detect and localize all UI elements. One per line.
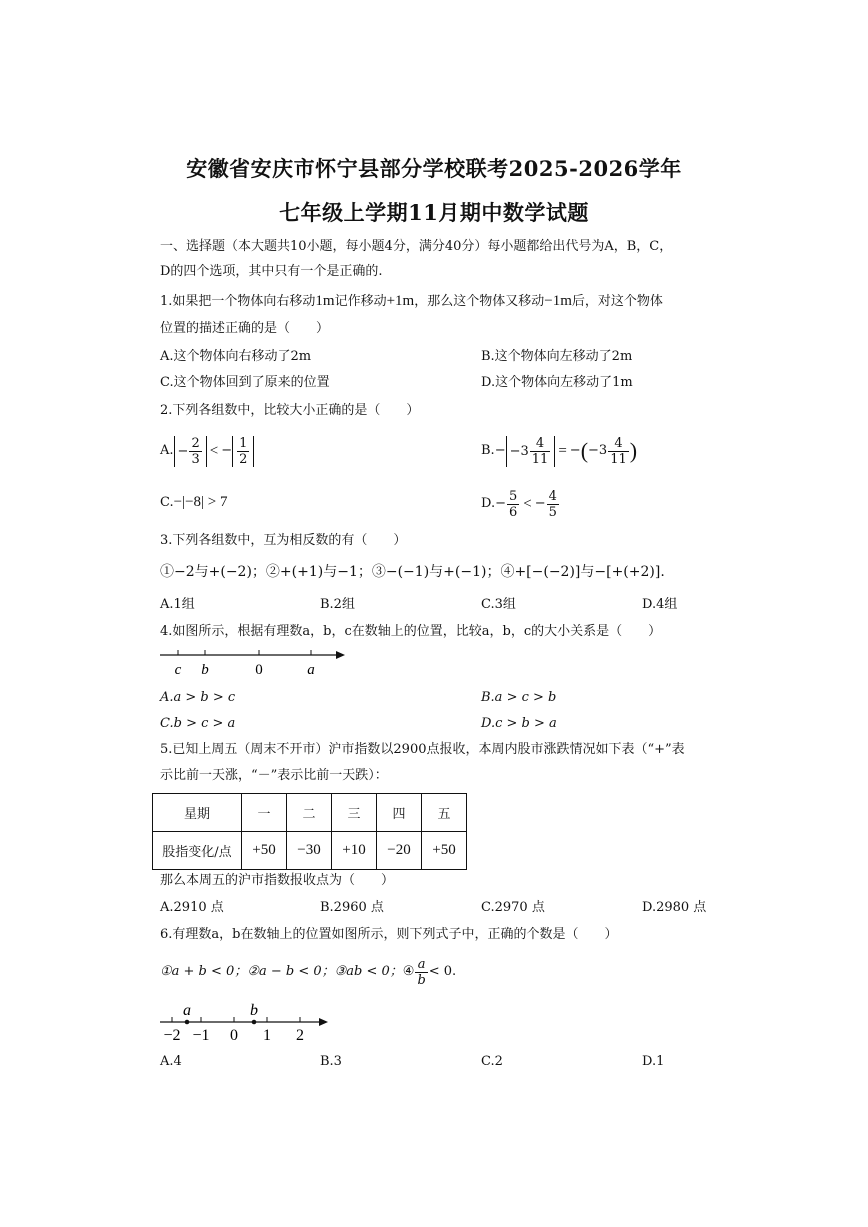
q3-option-a[interactable]: A.1组 bbox=[160, 597, 195, 612]
q3-option-c[interactable]: C.3组 bbox=[481, 597, 516, 612]
q4-label-c: c bbox=[174, 662, 182, 678]
q4-axis-arrow bbox=[336, 651, 345, 659]
q5-row-cell-4: −20 bbox=[377, 832, 422, 870]
q5-option-c[interactable]: C.2970 点 bbox=[481, 900, 545, 915]
q1-option-a[interactable]: A.这个物体向右移动了2m bbox=[160, 349, 312, 364]
q2-b-label: B. bbox=[481, 443, 495, 458]
section-instruction-line-2: D的四个选项，其中只有一个是正确的. bbox=[160, 264, 383, 279]
q6-option-b[interactable]: B.3 bbox=[320, 1054, 342, 1069]
q5-row-cell-3: +10 bbox=[332, 832, 377, 870]
q2-option-d[interactable]: D. − $\frac{5}{6}$ < − $\frac{4}{5}$ bbox=[481, 488, 557, 520]
q5-header-cell-4: 四 bbox=[377, 794, 422, 832]
q1-text-d: 后，对这个物体 bbox=[571, 294, 663, 309]
q1-stem-line-1 bbox=[160, 292, 663, 311]
q1-m3: −1m bbox=[544, 293, 572, 309]
q4-number-line bbox=[155, 645, 355, 679]
q4-label-a: a bbox=[307, 662, 315, 678]
q6-expr-4-frac: $\frac{a}{b}$ bbox=[417, 956, 426, 988]
q5-question: 那么本周五的沪市指数报收点为（ ） bbox=[160, 873, 395, 888]
q2-option-a[interactable]: A. − $\frac{2}{3}$ < − $\frac{1}{2}$ bbox=[160, 430, 254, 472]
q1-stem-line-2: 位置的描述正确的是（ ） bbox=[160, 321, 330, 336]
q6-axis-arrow bbox=[319, 1018, 328, 1026]
q6-axis-label-2: 2 bbox=[296, 1027, 304, 1044]
q6-number-line bbox=[155, 1000, 335, 1046]
q1-option-d[interactable]: D.这个物体向左移动了1m bbox=[481, 375, 633, 390]
q6-point-a bbox=[185, 1020, 190, 1025]
q6-point-label-a: a bbox=[183, 1002, 191, 1019]
q1-text-c: ，那么这个物体又移动 bbox=[414, 294, 545, 309]
q1-option-b[interactable]: B.这个物体向左移动了2m bbox=[481, 349, 633, 364]
q6-option-a[interactable]: A.4 bbox=[160, 1054, 182, 1069]
q5-option-d[interactable]: D.2980 点 bbox=[642, 900, 707, 915]
q1-text-b: 记作移动 bbox=[334, 294, 387, 309]
title-line-2: 七年级上学期11月期中数学试题 bbox=[279, 200, 589, 225]
q4-stem: 4.如图所示，根据有理数a，b，c在数轴上的位置，比较a，b，c的大小关系是（ ） bbox=[160, 624, 662, 639]
q2-a-abs-right: $\frac{1}{2}$ bbox=[232, 436, 254, 467]
q5-header-cell-5: 五 bbox=[422, 794, 467, 832]
q2-b-abs: −3 $\frac{4}{11}$ bbox=[506, 436, 556, 467]
table-row bbox=[153, 832, 467, 870]
q4-option-a[interactable]: A.a > b > c bbox=[160, 690, 236, 705]
q2-c-expr: −|−8| > 7 bbox=[173, 494, 228, 510]
q5-header-cell-3: 三 bbox=[332, 794, 377, 832]
q3-items: ①−2与+(−2)；②+(+1)与−1；③−(−1)与+(−1)；④+[−(−2)]与−[+(+2)]. bbox=[160, 564, 665, 580]
q6-axis-label-neg2: −2 bbox=[163, 1027, 181, 1044]
q6-axis-label-0: 0 bbox=[230, 1027, 238, 1044]
q3-option-b[interactable]: B.2组 bbox=[320, 597, 355, 612]
q3-stem: 3.下列各组数中，互为相反数的有（ ） bbox=[160, 533, 407, 548]
q2-option-b[interactable]: B. − −3 $\frac{4}{11}$ = − ( −3 $\frac{4}{11}$ ) bbox=[481, 435, 638, 467]
q2-a-abs-left: − $\frac{2}{3}$ bbox=[174, 436, 207, 467]
q5-header-cell-1: 一 bbox=[242, 794, 287, 832]
q5-row-cell-0: 股指变化/点 bbox=[153, 832, 242, 870]
q6-expr-2: ②a − b < 0； bbox=[247, 964, 335, 979]
q6-expressions bbox=[160, 955, 456, 989]
q2-stem: 2.下列各组数中，比较大小正确的是（ ） bbox=[160, 403, 420, 418]
q6-stem: 6.有理数a，b在数轴上的位置如图所示，则下列式子中，正确的个数是（ ） bbox=[160, 927, 618, 942]
q5-row-cell-1: +50 bbox=[242, 832, 287, 870]
q5-stem-line-2: 示比前一天涨，“－”表示比前一天跌）： bbox=[160, 768, 388, 783]
q6-expr-4-prefix: ④ bbox=[402, 964, 415, 979]
q5-option-a[interactable]: A.2910 点 bbox=[160, 900, 224, 915]
q6-axis-label-1: 1 bbox=[263, 1027, 271, 1044]
q4-label-b: b bbox=[201, 662, 209, 678]
section-instruction-line-1: 一、选择题（本大题共10小题，每小题4分，满分40分）每小题都给出代号为A，B，C， bbox=[160, 239, 673, 254]
q6-point-label-b: b bbox=[250, 1002, 258, 1019]
q4-option-c[interactable]: C.b > c > a bbox=[160, 716, 236, 731]
q5-stock-table bbox=[152, 793, 467, 870]
q1-m2: +1m bbox=[386, 293, 415, 309]
table-row bbox=[153, 794, 467, 832]
q6-point-b bbox=[252, 1020, 257, 1025]
q1-option-c[interactable]: C.这个物体回到了原来的位置 bbox=[160, 375, 330, 390]
q4-option-b[interactable]: B.a > c > b bbox=[481, 690, 557, 705]
q6-axis-label-neg1: −1 bbox=[192, 1027, 210, 1044]
q1-m1: 1m bbox=[315, 293, 335, 309]
q5-header-cell-0: 星期 bbox=[153, 794, 242, 832]
q5-option-b[interactable]: B.2960 点 bbox=[320, 900, 384, 915]
q2-c-label: C. bbox=[160, 495, 174, 510]
q4-option-d[interactable]: D.c > b > a bbox=[481, 716, 557, 731]
q2-option-c[interactable] bbox=[160, 493, 228, 512]
q2-d-label: D. bbox=[481, 496, 496, 511]
q6-option-d[interactable]: D.1 bbox=[642, 1054, 665, 1069]
q2-a-label: A. bbox=[160, 443, 174, 458]
q6-expr-4-suffix: < 0. bbox=[428, 964, 457, 979]
q6-option-c[interactable]: C.2 bbox=[481, 1054, 503, 1069]
q4-label-0: 0 bbox=[255, 662, 263, 678]
q5-header-cell-2: 二 bbox=[287, 794, 332, 832]
q6-expr-3: ③ab < 0； bbox=[334, 964, 403, 979]
q5-row-cell-5: +50 bbox=[422, 832, 467, 870]
q5-row-cell-2: −30 bbox=[287, 832, 332, 870]
title-line-1: 安徽省安庆市怀宁县部分学校联考2025-2026学年 bbox=[186, 156, 682, 181]
q5-stem-line-1: 5.已知上周五（周末不开市）沪市指数以2900点报收，本周内股市涨跌情况如下表（“+”表 bbox=[160, 742, 685, 757]
q6-expr-1: ①a + b < 0； bbox=[160, 964, 248, 979]
q3-option-d[interactable]: D.4组 bbox=[642, 597, 678, 612]
q1-text-a: 1.如果把一个物体向右移动 bbox=[160, 294, 316, 309]
